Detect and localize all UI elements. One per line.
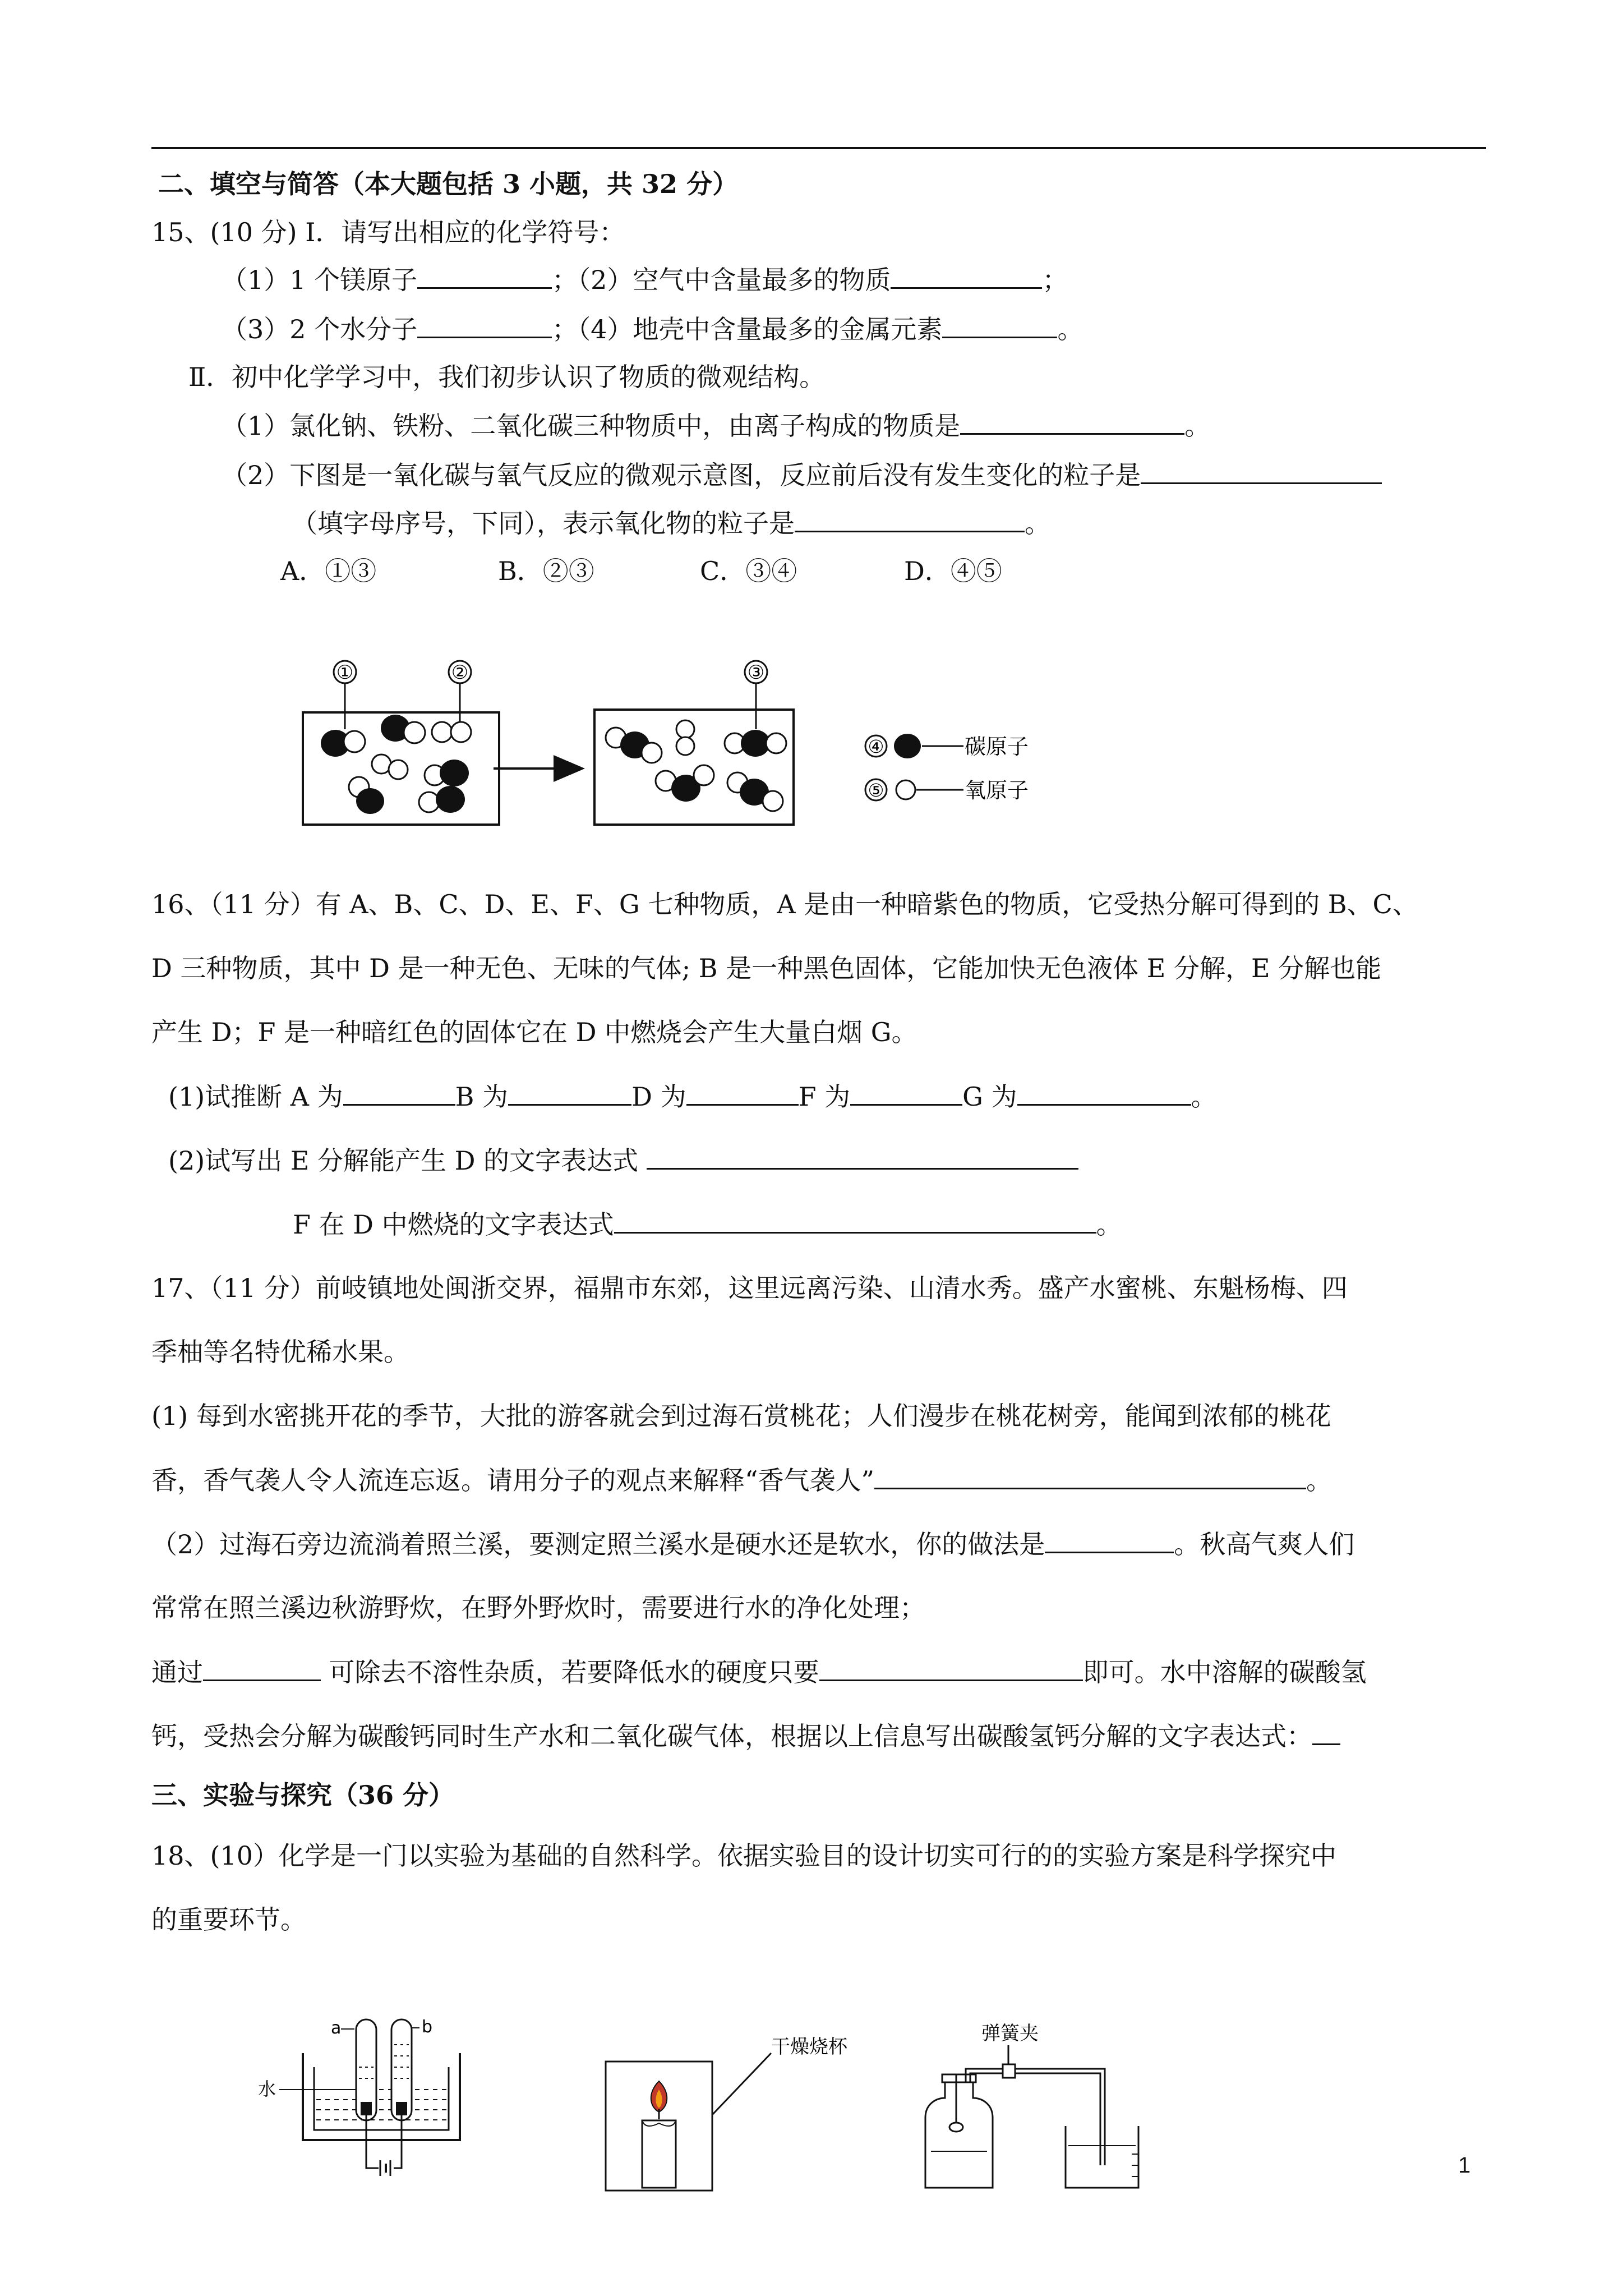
q15-sub2: [222, 458, 1382, 492]
reaction-diagram: [292, 651, 1110, 836]
o2-molecule: [432, 722, 471, 742]
answer-blank[interactable]: [1017, 1079, 1191, 1106]
answer-blank[interactable]: [1141, 458, 1382, 484]
label-a: a: [331, 2018, 342, 2038]
q15-s2a: （2）下图是一氧化碳与氧气反应的微观示意图，反应前后没有发生变化的粒子是: [222, 460, 1141, 490]
answer-blank[interactable]: [614, 1207, 1096, 1234]
q15-s1a: （1）氯化钠、铁粉、二氧化碳三种物质中，由离子构成的物质是: [222, 411, 961, 441]
o2-molecule: [372, 754, 408, 779]
flask: [925, 2081, 993, 2188]
co2-molecule: [656, 765, 714, 802]
label-water: 水: [258, 2078, 276, 2100]
co-molecule: [349, 777, 384, 814]
q15-s1b: 。: [1184, 411, 1211, 441]
q18-p2: 的重要环节。: [151, 1904, 306, 1935]
page-number: 1: [1458, 2153, 1471, 2178]
q17-p5b: 。秋高气爽人们: [1174, 1529, 1355, 1559]
q15-option-d: D．④⑤: [904, 556, 1002, 586]
q16-s3a: F 在 D 中燃烧的文字表达式: [293, 1209, 614, 1240]
q15-s2c: 。: [1025, 508, 1050, 539]
q16-p2: D 三种物质，其中 D 是一种无色、无味的气体; B 是一种黑色固体，它能加快无色液体 E 分解，E 分解也能: [151, 953, 1382, 983]
q15-option-c: C．③④: [700, 556, 797, 586]
q16-s1d: F 为: [798, 1082, 851, 1112]
header-rule: [151, 147, 1486, 149]
q17-p1: 17、（11 分）前岐镇地处闽浙交界，福鼎市东郊，这里远离污染、山清水秀。盛产水蜜桃、东魁杨梅、四: [151, 1273, 1348, 1303]
q16-s2: (2)试写出 E 分解能产生 D 的文字表达式: [168, 1145, 639, 1176]
q17-p4a: 香，香气袭人令人流连忘返。请用分子的观点来解释“香气袭人”: [151, 1465, 875, 1496]
answer-blank[interactable]: [417, 263, 552, 289]
answer-blank[interactable]: [960, 408, 1184, 435]
q15-l1c: ；: [1042, 265, 1068, 295]
answer-blank[interactable]: [1312, 1719, 1340, 1745]
q15-l2a: （3）2 个水分子: [222, 314, 418, 344]
answer-blank[interactable]: [508, 1079, 631, 1106]
oxygen-atom-label: 氧原子: [965, 778, 1029, 803]
co-molecule: [321, 730, 365, 757]
q16-p1: 16、（11 分）有 A、B、C、D、E、F、G 七种物质，A 是由一种暗紫色的物质，它受热分解可得到的 B、C、: [151, 889, 1418, 919]
section-2-title: 二、填空与简答（本大题包括 3 小题，共 32 分）: [158, 169, 739, 199]
co-molecule: [425, 760, 469, 786]
q15-option-b: B．②③: [498, 556, 594, 586]
q15-line2: [222, 312, 1083, 346]
q17-p5a: （2）过海石旁边流淌着照兰溪，要测定照兰溪水是硬水还是软水，你的做法是: [151, 1529, 1045, 1559]
label-4: ④: [868, 736, 884, 757]
label-dry-beaker: 干燥烧杯: [771, 2036, 847, 2058]
label-2: ②: [451, 661, 469, 684]
q17-p8: [151, 1719, 1340, 1753]
q15-l2c: 。: [1057, 314, 1083, 344]
answer-blank[interactable]: [417, 312, 552, 338]
q16-s1e: G 为: [962, 1082, 1017, 1112]
answer-blank[interactable]: [942, 312, 1057, 338]
q15-l1b: ；（2）空气中含量最多的物质: [552, 265, 891, 295]
q15-l2b: ；（4）地壳中含量最多的金属元素: [552, 314, 943, 344]
q17-p7c: 即可。水中溶解的碳酸氢: [1082, 1657, 1367, 1687]
candle: [642, 2120, 676, 2188]
label-1: ①: [336, 661, 354, 684]
q17-p4: [151, 1463, 1332, 1497]
q16-sub1: [168, 1079, 1217, 1114]
q15-option-a: A．①③: [280, 556, 377, 586]
q15-s2b: （填字母序号，下同），表示氧化物的粒子是: [292, 508, 795, 539]
answer-blank[interactable]: [343, 1079, 455, 1106]
q17-p3: (1) 每到水密挑开花的季节，大批的游客就会到过海石赏桃花；人们漫步在桃花树旁，能闻到浓郁的桃花: [151, 1401, 1331, 1431]
q15-part2: Ⅱ．初中化学学习中，我们初步认识了物质的微观结构。: [188, 362, 826, 392]
answer-blank[interactable]: [874, 1463, 1306, 1489]
oxygen-atom-legend: [896, 780, 915, 799]
q16-sub3: [293, 1207, 1122, 1241]
q16-s1b: B 为: [455, 1082, 509, 1112]
q16-sub2: [168, 1143, 1078, 1177]
label-spring-clamp: 弹簧夹: [981, 2022, 1039, 2045]
q15-sub1: [222, 408, 1210, 443]
q17-p6: 常常在照兰溪边秋游野炊，在野外野炊时，需要进行水的净化处理；: [151, 1593, 925, 1623]
q16-s1c: D 为: [631, 1082, 686, 1112]
answer-blank[interactable]: [1045, 1527, 1174, 1553]
co-molecule: [381, 715, 425, 743]
q18-p1: 18、(10）化学是一门以实验为基础的自然科学。依据实验目的设计切实可行的的实验方案是科学探究中: [151, 1841, 1337, 1871]
q15-head: 15、(10 分) Ⅰ．请写出相应的化学符号：: [151, 217, 625, 247]
co2-molecule: [725, 730, 786, 757]
q17-p7: [151, 1655, 1367, 1689]
q17-p7b: 可除去不溶性杂质，若要降低水的硬度只要: [329, 1657, 819, 1687]
water-beaker: [1066, 2126, 1138, 2188]
answer-blank[interactable]: [647, 1143, 1078, 1170]
co2-molecule: [606, 728, 662, 763]
o2-molecule: [676, 720, 694, 755]
answer-blank[interactable]: [795, 506, 1025, 532]
label-b: b: [422, 2017, 433, 2037]
q17-p4b: 。: [1306, 1465, 1332, 1496]
q16-p3: 产生 D；F 是一种暗红色的固体它在 D 中燃烧会产生大量白烟 G。: [151, 1017, 917, 1047]
answer-blank[interactable]: [203, 1655, 321, 1681]
q16-s3b: 。: [1096, 1209, 1122, 1240]
q15-l1a: （1）1 个镁原子: [222, 265, 418, 295]
q17-p8: 钙，受热会分解为碳酸钙同时生产水和二氧化碳气体，根据以上信息写出碳酸氢钙分解的文字表达式：: [151, 1721, 1312, 1751]
label-3: ③: [747, 661, 765, 684]
electrolysis-apparatus: [247, 2005, 488, 2185]
answer-blank[interactable]: [850, 1079, 962, 1106]
carbon-atom-legend: [894, 734, 921, 758]
q16-s1f: 。: [1191, 1082, 1217, 1112]
label-5: ⑤: [868, 780, 884, 801]
q15-line1: [222, 263, 1068, 297]
q16-s1a: (1)试推断 A 为: [168, 1082, 343, 1112]
spring-clamp-apparatus: [914, 2019, 1172, 2199]
candle-beaker-apparatus: [603, 2031, 883, 2199]
q17-p5: [151, 1527, 1354, 1561]
q15-sub2-cont: [292, 506, 1050, 540]
answer-blank[interactable]: [891, 263, 1042, 289]
co-molecule: [419, 786, 465, 813]
answer-blank[interactable]: [686, 1079, 799, 1106]
carbon-atom-label: 碳原子: [965, 734, 1029, 759]
q17-p2: 季柚等名特优稀水果。: [151, 1337, 409, 1367]
co2-molecule: [727, 772, 783, 811]
section-3-title: 三、实验与探究（36 分）: [151, 1780, 455, 1810]
answer-blank[interactable]: [819, 1655, 1083, 1681]
q17-p7a: 通过: [151, 1657, 203, 1687]
